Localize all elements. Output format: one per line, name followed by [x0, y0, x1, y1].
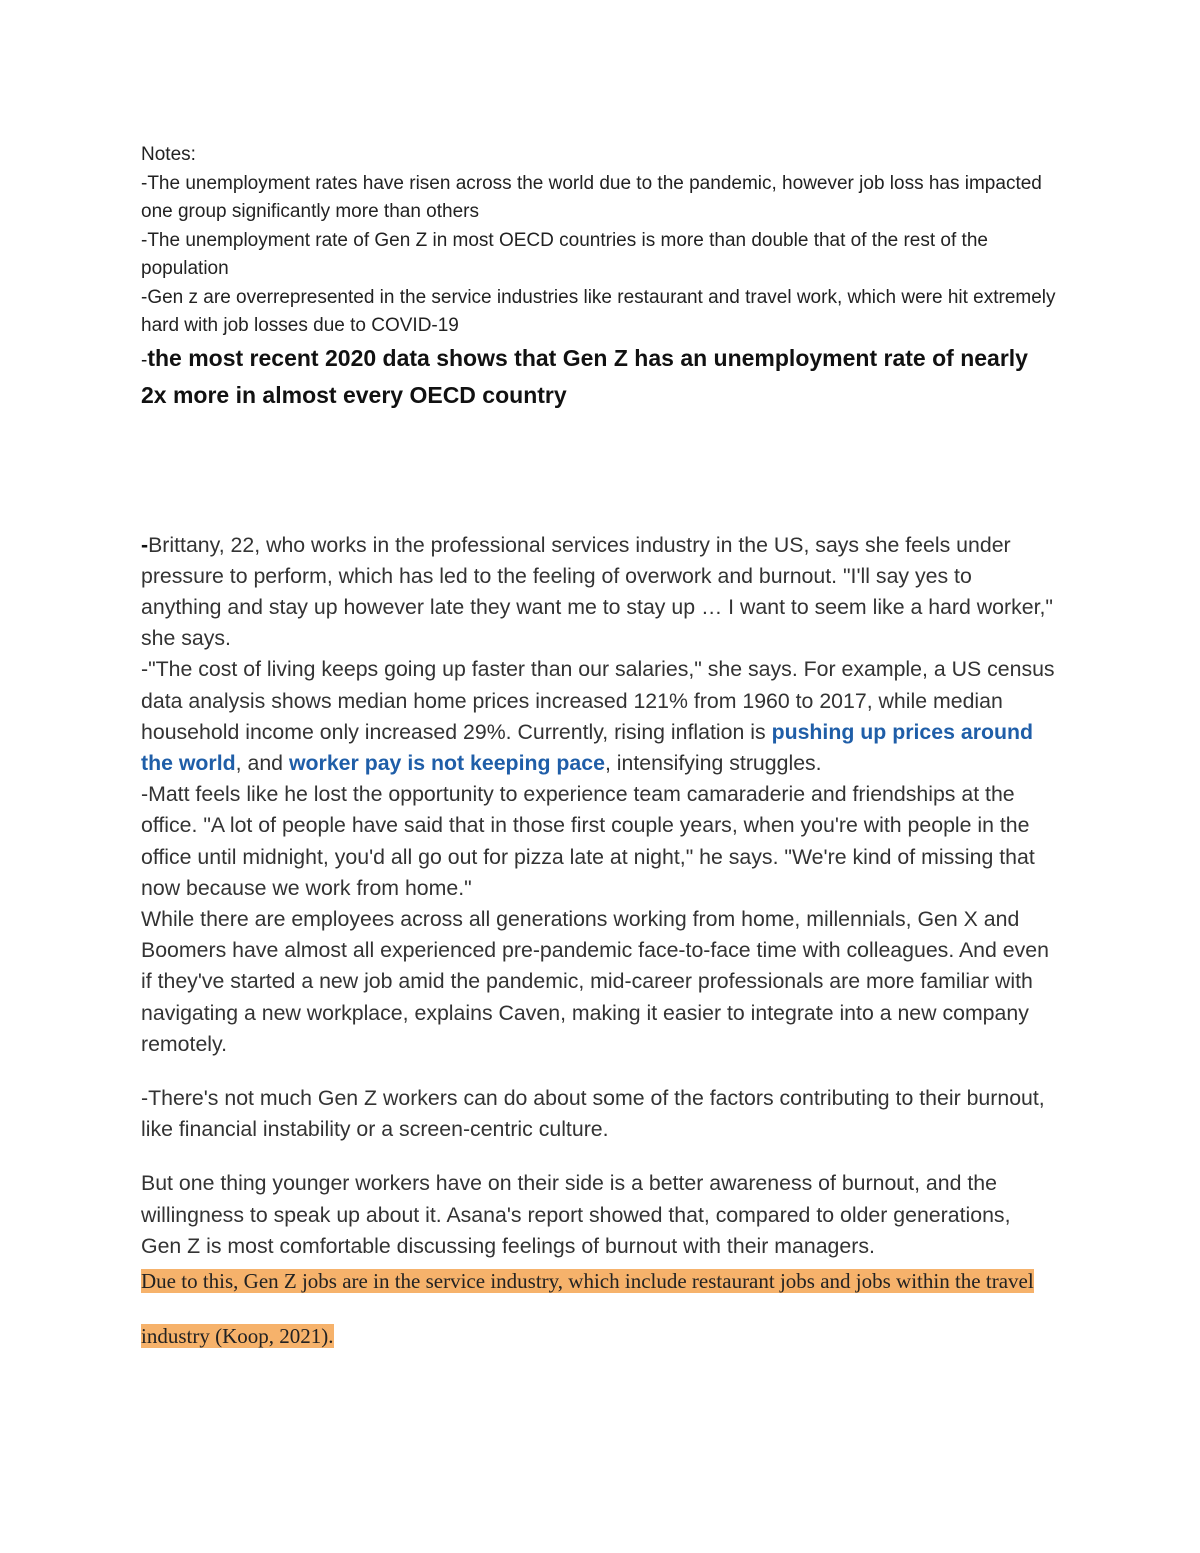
note-item-3: -Gen z are overrepresented in the service industries like restaurant and travel work, which were hit extremely hard with job losses due to COVID-19	[141, 286, 1056, 336]
paragraph-text: -"The cost of living keeps going up faster than our salaries," she says. For example, a US census data analysis shows median home prices increased 121% from 1960 to 2017, while median household income only increased 29%. Currently, rising inflation is	[141, 657, 1055, 744]
big-note	[141, 341, 1056, 412]
paragraph-matt: -Matt feels like he lost the opportunity to experience team camaraderie and friendships at the office. "A lot of people have said that in those first couple years, when you're with people in the office until midnight, you'd all go out for pizza late at night," he says. "We're kind of missing that now because we work from home."	[141, 782, 1035, 900]
link-worker-pay[interactable]: worker pay is not keeping pace	[288, 750, 605, 775]
notes-heading: Notes:	[141, 144, 196, 165]
note-item-2: -The unemployment rate of Gen Z in most OECD countries is more than double that of the rest of the population	[141, 229, 988, 279]
paragraph-factors: -There's not much Gen Z workers can do about some of the factors contributing to their burnout, like financial instability or a screen-centric culture.	[141, 1085, 1045, 1142]
paragraph-brittany-text: Brittany, 22, who works in the professional services industry in the US, says she feels under pressure to perform, which has led to the feeling of overwork and burnout. "I'll say yes to anything and stay up however late they want me to stay up … I want to seem like a hard worker," she says.	[141, 532, 1053, 651]
paragraph-text: , and	[235, 750, 289, 775]
big-note-text: the most recent 2020 data shows that Gen Z has an unemployment rate of nearly 2x more in almost every OECD country	[141, 344, 1028, 408]
paragraph-brittany	[141, 530, 1056, 655]
paragraph-spacer	[141, 1060, 1056, 1083]
paragraph-generations: While there are employees across all generations working from home, millennials, Gen X and Boomers have almost all experienced pre-pandemic face-to-face time with colleagues. And even if they've started a new job amid the pandemic, mid-career professionals are more familiar with navigating a new workplace, explains Caven, making it easier to integrate into a new company remotely.	[141, 906, 1049, 1056]
paragraph-dash: -	[141, 532, 149, 557]
notes-section	[141, 141, 1056, 412]
link-prices-around-world[interactable]: pushing up prices around the world	[141, 719, 1034, 775]
spacer	[141, 412, 1056, 530]
big-note-dash: -	[141, 349, 148, 371]
paragraph-cost-of-living	[141, 654, 1056, 779]
paragraph-awareness: But one thing younger workers have on their side is a better awareness of burnout, and the willingness to speak up about it. Asana's report showed that, compared to older generations, Gen Z is most comfortable discussing feelings of burnout with their managers.	[141, 1171, 1011, 1258]
highlighted-paragraph	[141, 1254, 1056, 1364]
paragraph-spacer	[141, 1145, 1056, 1168]
document-page	[141, 141, 1056, 1364]
paragraph-text: , intensifying struggles.	[604, 750, 822, 775]
highlighted-text: Due to this, Gen Z jobs are in the service industry, which include restaurant jobs and jobs within the travel industry (Koop, 2021).	[141, 1268, 1034, 1348]
note-item-1: -The unemployment rates have risen across the world due to the pandemic, however job loss has impacted one group significantly more than others	[141, 172, 1042, 222]
body-section	[141, 530, 1056, 1262]
